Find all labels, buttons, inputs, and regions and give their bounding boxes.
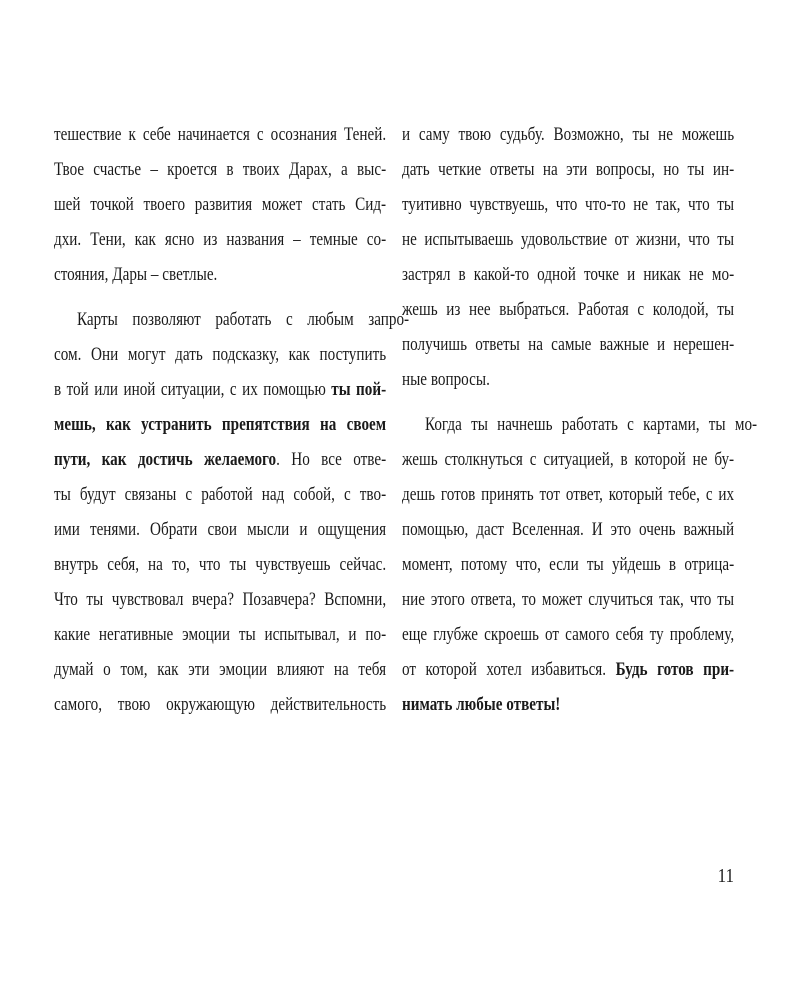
text-line: помощью, даст Вселенная. И это очень важный: [402, 520, 735, 540]
text-line: самого, твою окружающую действительность: [54, 695, 387, 715]
text-line: застрял в какой-то одной точке и никак не мо-: [402, 265, 735, 285]
text-line: ты будут связаны с работой над собой, с тво-: [54, 485, 387, 505]
right-text-column: [402, 118, 758, 723]
text-line: какие негативные эмоции ты испытывал, и по-: [54, 625, 387, 645]
text-line: ные вопросы.: [402, 370, 490, 390]
text-line: еще глубже скроешь от самого себя ту проблему,: [402, 625, 735, 645]
text-line: сом. Они могут дать подсказку, как поступить: [54, 345, 387, 365]
text-line: дешь готов принять тот ответ, который тебе, с их: [402, 485, 735, 505]
text-segment: от которой хотел избавиться.: [402, 660, 616, 680]
text-line: не испытываешь удовольствие от жизни, что ты: [402, 230, 735, 250]
text-line: [54, 408, 386, 443]
text-line: Твое счастье – кроется в твоих Дарах, а выс-: [54, 160, 387, 180]
text-segment: . Но все отве-: [276, 450, 387, 470]
bold-text-segment: нимать любые ответы!: [402, 695, 561, 715]
text-line: думай о том, как эти эмоции влияют на тебя: [54, 660, 387, 680]
bold-text-segment: пути, как достичь желаемого: [54, 450, 277, 470]
text-line: внутрь себя, на то, что ты чувствуешь сейчас.: [54, 555, 387, 575]
bold-text-segment: мешь, как устранить препятствия на своем: [54, 415, 387, 435]
text-line: и саму твою судьбу. Возможно, ты не можешь: [402, 125, 735, 145]
text-line: шей точкой твоего развития может стать Сид-: [54, 195, 387, 215]
text-line: стояния, Дары – светлые.: [54, 265, 218, 285]
text-line: Когда ты начнешь работать с картами, ты мо-: [424, 415, 758, 435]
text-line: дать четкие ответы на эти вопросы, но ты ин-: [402, 160, 735, 180]
text-line: туитивно чувствуешь, что что-то не так, что ты: [402, 195, 735, 215]
text-line: Карты позволяют работать с любым запро-: [76, 310, 410, 330]
text-line: Что ты чувствовал вчера? Позавчера? Вспомни,: [54, 590, 387, 610]
bold-text-segment: ты пой-: [331, 380, 387, 400]
text-line: [54, 373, 386, 408]
text-line: получишь ответы на самые важные и нерешен-: [402, 335, 735, 355]
text-line: жешь столкнуться с ситуацией, в которой не бу-: [402, 450, 735, 470]
page-number: 11: [717, 865, 734, 887]
text-line: дхи. Тени, как ясно из названия – темные со-: [54, 230, 387, 250]
text-line: [402, 688, 734, 723]
text-segment: в той или иной ситуации, с их помощью: [54, 380, 332, 400]
text-line: ими тенями. Обрати свои мысли и ощущения: [54, 520, 387, 540]
text-line: [54, 443, 386, 478]
text-line: жешь из нее выбраться. Работая с колодой, ты: [402, 300, 735, 320]
text-line: [402, 653, 734, 688]
bold-text-segment: Будь готов при-: [615, 660, 735, 680]
text-line: ние этого ответа, то может случиться так, что ты: [402, 590, 735, 610]
left-text-column: [54, 118, 410, 723]
text-line: момент, потому что, если ты уйдешь в отрица-: [402, 555, 735, 575]
text-line: тешествие к себе начинается с осознания Теней.: [54, 125, 387, 145]
